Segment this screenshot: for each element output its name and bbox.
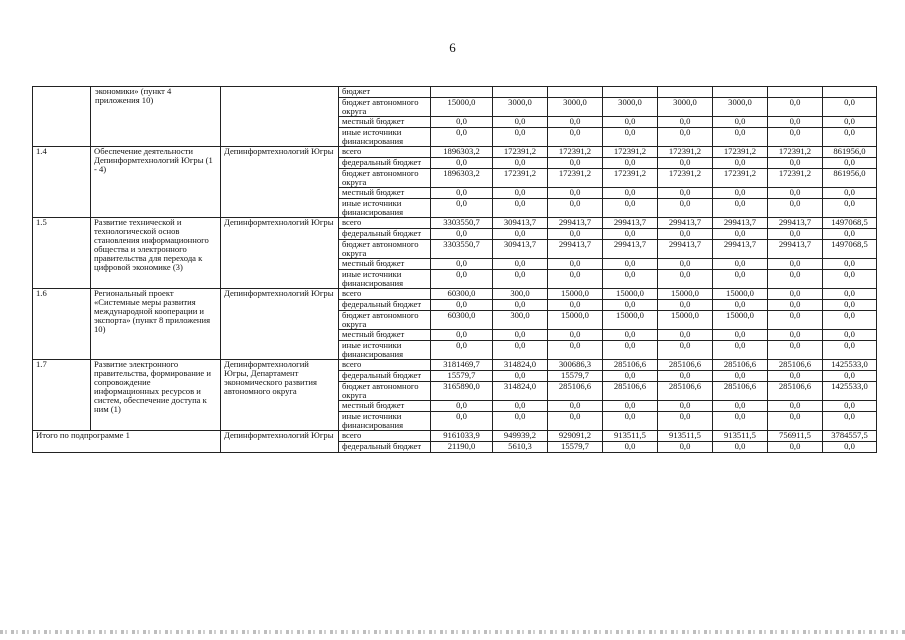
amount-cell: 0,0 bbox=[658, 442, 713, 453]
amount-cell: 0,0 bbox=[493, 117, 548, 128]
amount-cell: 1425533,0 bbox=[823, 382, 877, 401]
amount-cell: 0,0 bbox=[431, 199, 493, 218]
amount-cell bbox=[493, 87, 548, 98]
amount-cell: 15579,7 bbox=[548, 442, 603, 453]
amount-cell: 0,0 bbox=[548, 401, 603, 412]
funding-source: бюджет автономного округа bbox=[339, 98, 431, 117]
funding-source: бюджет автономного округа bbox=[339, 382, 431, 401]
amount-cell: 285106,6 bbox=[548, 382, 603, 401]
amount-cell: 21190,0 bbox=[431, 442, 493, 453]
amount-cell bbox=[658, 87, 713, 98]
amount-cell: 0,0 bbox=[603, 117, 658, 128]
amount-cell: 0,0 bbox=[713, 199, 768, 218]
amount-cell: 0,0 bbox=[823, 289, 877, 300]
amount-cell: 0,0 bbox=[823, 98, 877, 117]
amount-cell: 0,0 bbox=[768, 371, 823, 382]
amount-cell: 172391,2 bbox=[493, 169, 548, 188]
amount-cell: 0,0 bbox=[548, 300, 603, 311]
amount-cell: 0,0 bbox=[658, 229, 713, 240]
amount-cell: 0,0 bbox=[658, 117, 713, 128]
amount-cell: 5610,3 bbox=[493, 442, 548, 453]
amount-cell: 0,0 bbox=[603, 270, 658, 289]
amount-cell: 0,0 bbox=[768, 311, 823, 330]
amount-cell: 0,0 bbox=[603, 300, 658, 311]
amount-cell: 15000,0 bbox=[713, 311, 768, 330]
amount-cell: 0,0 bbox=[603, 330, 658, 341]
amount-cell: 0,0 bbox=[658, 199, 713, 218]
funding-source: местный бюджет bbox=[339, 330, 431, 341]
amount-cell: 172391,2 bbox=[768, 147, 823, 158]
amount-cell: 929091,2 bbox=[548, 431, 603, 442]
item-number: 1.4 bbox=[33, 147, 91, 218]
amount-cell: 0,0 bbox=[493, 341, 548, 360]
amount-cell: 0,0 bbox=[431, 341, 493, 360]
amount-cell: 285106,6 bbox=[713, 382, 768, 401]
amount-cell: 0,0 bbox=[493, 330, 548, 341]
amount-cell: 172391,2 bbox=[493, 147, 548, 158]
amount-cell: 949939,2 bbox=[493, 431, 548, 442]
amount-cell: 0,0 bbox=[768, 341, 823, 360]
amount-cell: 3784557,5 bbox=[823, 431, 877, 442]
amount-cell: 913511,5 bbox=[603, 431, 658, 442]
amount-cell: 0,0 bbox=[713, 412, 768, 431]
amount-cell: 0,0 bbox=[823, 229, 877, 240]
amount-cell: 0,0 bbox=[603, 341, 658, 360]
amount-cell: 9161033,9 bbox=[431, 431, 493, 442]
amount-cell bbox=[431, 87, 493, 98]
amount-cell: 0,0 bbox=[493, 229, 548, 240]
table-row bbox=[33, 431, 877, 442]
amount-cell: 0,0 bbox=[431, 300, 493, 311]
item-number: 1.5 bbox=[33, 218, 91, 289]
amount-cell: 0,0 bbox=[713, 188, 768, 199]
amount-cell: 0,0 bbox=[823, 199, 877, 218]
amount-cell: 299413,7 bbox=[768, 240, 823, 259]
amount-cell: 3000,0 bbox=[713, 98, 768, 117]
amount-cell bbox=[823, 87, 877, 98]
item-number: 1.7 bbox=[33, 360, 91, 431]
amount-cell: 0,0 bbox=[713, 128, 768, 147]
amount-cell: 172391,2 bbox=[548, 169, 603, 188]
amount-cell: 861956,0 bbox=[823, 147, 877, 158]
amount-cell: 0,0 bbox=[823, 117, 877, 128]
amount-cell: 285106,6 bbox=[768, 360, 823, 371]
amount-cell: 0,0 bbox=[768, 158, 823, 169]
table-row bbox=[33, 147, 877, 158]
item-number bbox=[33, 87, 91, 147]
amount-cell: 0,0 bbox=[768, 98, 823, 117]
funding-source: бюджет автономного округа bbox=[339, 311, 431, 330]
amount-cell: 0,0 bbox=[431, 259, 493, 270]
scan-artifact-line bbox=[0, 630, 905, 634]
amount-cell: 0,0 bbox=[548, 341, 603, 360]
amount-cell: 0,0 bbox=[658, 371, 713, 382]
amount-cell: 0,0 bbox=[548, 117, 603, 128]
funding-source: федеральный бюджет bbox=[339, 371, 431, 382]
amount-cell: 0,0 bbox=[658, 330, 713, 341]
amount-cell: 1896303,2 bbox=[431, 147, 493, 158]
amount-cell: 0,0 bbox=[823, 371, 877, 382]
executor: Депинформтехнологий Югры bbox=[221, 218, 339, 289]
amount-cell: 15579,7 bbox=[431, 371, 493, 382]
amount-cell: 0,0 bbox=[823, 128, 877, 147]
amount-cell: 0,0 bbox=[603, 371, 658, 382]
amount-cell: 0,0 bbox=[768, 259, 823, 270]
amount-cell: 0,0 bbox=[493, 158, 548, 169]
amount-cell: 0,0 bbox=[823, 311, 877, 330]
amount-cell: 0,0 bbox=[431, 229, 493, 240]
amount-cell: 0,0 bbox=[431, 270, 493, 289]
executor bbox=[221, 87, 339, 147]
amount-cell: 172391,2 bbox=[603, 147, 658, 158]
amount-cell: 756911,5 bbox=[768, 431, 823, 442]
funding-source: местный бюджет bbox=[339, 117, 431, 128]
amount-cell: 300,0 bbox=[493, 311, 548, 330]
budget-table bbox=[32, 86, 877, 453]
executor: Депинформтехнологий Югры bbox=[221, 289, 339, 360]
amount-cell: 1497068,5 bbox=[823, 240, 877, 259]
amount-cell: 0,0 bbox=[431, 128, 493, 147]
amount-cell: 0,0 bbox=[768, 117, 823, 128]
amount-cell: 0,0 bbox=[548, 158, 603, 169]
funding-source: иные источники финансирования bbox=[339, 341, 431, 360]
amount-cell: 3000,0 bbox=[658, 98, 713, 117]
amount-cell: 172391,2 bbox=[658, 147, 713, 158]
amount-cell: 299413,7 bbox=[603, 240, 658, 259]
table-row bbox=[33, 87, 877, 98]
amount-cell: 0,0 bbox=[603, 199, 658, 218]
funding-source: бюджет автономного округа bbox=[339, 169, 431, 188]
amount-cell: 309413,7 bbox=[493, 218, 548, 229]
amount-cell: 3000,0 bbox=[493, 98, 548, 117]
amount-cell: 0,0 bbox=[658, 401, 713, 412]
amount-cell: 0,0 bbox=[768, 128, 823, 147]
amount-cell: 0,0 bbox=[548, 199, 603, 218]
amount-cell: 0,0 bbox=[603, 229, 658, 240]
amount-cell bbox=[548, 87, 603, 98]
amount-cell: 0,0 bbox=[768, 300, 823, 311]
amount-cell: 172391,2 bbox=[658, 169, 713, 188]
measure-name: Региональный проект «Системные меры развития международной кооперации и экспорта» (пункт 8 приложения 10) bbox=[91, 289, 221, 360]
amount-cell: 0,0 bbox=[658, 270, 713, 289]
amount-cell: 861956,0 bbox=[823, 169, 877, 188]
amount-cell: 172391,2 bbox=[603, 169, 658, 188]
amount-cell: 0,0 bbox=[493, 412, 548, 431]
amount-cell: 0,0 bbox=[713, 229, 768, 240]
amount-cell: 0,0 bbox=[823, 330, 877, 341]
amount-cell bbox=[713, 87, 768, 98]
amount-cell: 0,0 bbox=[493, 401, 548, 412]
amount-cell: 0,0 bbox=[493, 199, 548, 218]
amount-cell: 0,0 bbox=[823, 442, 877, 453]
funding-source: всего bbox=[339, 218, 431, 229]
amount-cell: 15000,0 bbox=[548, 311, 603, 330]
amount-cell: 0,0 bbox=[603, 412, 658, 431]
amount-cell: 0,0 bbox=[493, 270, 548, 289]
amount-cell: 0,0 bbox=[768, 199, 823, 218]
funding-source: иные источники финансирования bbox=[339, 128, 431, 147]
amount-cell: 0,0 bbox=[768, 442, 823, 453]
amount-cell: 0,0 bbox=[823, 158, 877, 169]
table-body bbox=[33, 87, 877, 453]
amount-cell: 15579,7 bbox=[548, 371, 603, 382]
funding-source: всего bbox=[339, 289, 431, 300]
amount-cell: 0,0 bbox=[713, 300, 768, 311]
amount-cell: 285106,6 bbox=[603, 382, 658, 401]
amount-cell: 0,0 bbox=[713, 371, 768, 382]
amount-cell: 0,0 bbox=[431, 412, 493, 431]
amount-cell: 3181469,7 bbox=[431, 360, 493, 371]
subtotal-label: Итого по подпрограмме 1 bbox=[33, 431, 221, 453]
amount-cell: 0,0 bbox=[603, 158, 658, 169]
amount-cell: 299413,7 bbox=[658, 218, 713, 229]
amount-cell: 0,0 bbox=[713, 270, 768, 289]
amount-cell: 0,0 bbox=[548, 128, 603, 147]
amount-cell: 0,0 bbox=[493, 128, 548, 147]
amount-cell: 0,0 bbox=[768, 401, 823, 412]
amount-cell: 0,0 bbox=[823, 188, 877, 199]
amount-cell: 285106,6 bbox=[603, 360, 658, 371]
table-row bbox=[33, 289, 877, 300]
table-row bbox=[33, 360, 877, 371]
amount-cell bbox=[603, 87, 658, 98]
item-number: 1.6 bbox=[33, 289, 91, 360]
executor: Депинформтехнологий Югры bbox=[221, 431, 339, 453]
amount-cell: 0,0 bbox=[548, 188, 603, 199]
amount-cell: 0,0 bbox=[658, 128, 713, 147]
amount-cell: 60300,0 bbox=[431, 311, 493, 330]
funding-source: федеральный бюджет bbox=[339, 442, 431, 453]
amount-cell: 0,0 bbox=[768, 412, 823, 431]
amount-cell: 0,0 bbox=[713, 158, 768, 169]
amount-cell: 0,0 bbox=[431, 188, 493, 199]
funding-source: местный бюджет bbox=[339, 259, 431, 270]
funding-source: федеральный бюджет bbox=[339, 229, 431, 240]
amount-cell: 0,0 bbox=[431, 330, 493, 341]
amount-cell: 0,0 bbox=[548, 229, 603, 240]
executor: Депинформтехнологий Югры bbox=[221, 147, 339, 218]
amount-cell: 0,0 bbox=[548, 330, 603, 341]
amount-cell: 299413,7 bbox=[548, 240, 603, 259]
page-number: 6 bbox=[449, 40, 456, 55]
amount-cell: 172391,2 bbox=[713, 169, 768, 188]
amount-cell: 0,0 bbox=[768, 330, 823, 341]
funding-source: всего bbox=[339, 147, 431, 158]
funding-source: иные источники финансирования bbox=[339, 199, 431, 218]
amount-cell: 913511,5 bbox=[658, 431, 713, 442]
amount-cell: 0,0 bbox=[548, 259, 603, 270]
amount-cell: 0,0 bbox=[493, 259, 548, 270]
amount-cell: 0,0 bbox=[431, 117, 493, 128]
funding-source: всего bbox=[339, 360, 431, 371]
funding-source: местный бюджет bbox=[339, 401, 431, 412]
measure-name: Обеспечение деятельности Депинформтехнологий Югры (1 - 4) bbox=[91, 147, 221, 218]
amount-cell: 15000,0 bbox=[431, 98, 493, 117]
amount-cell: 0,0 bbox=[493, 188, 548, 199]
amount-cell bbox=[768, 87, 823, 98]
amount-cell: 0,0 bbox=[603, 128, 658, 147]
amount-cell: 0,0 bbox=[603, 442, 658, 453]
amount-cell: 0,0 bbox=[713, 401, 768, 412]
funding-source: федеральный бюджет bbox=[339, 158, 431, 169]
amount-cell: 1497068,5 bbox=[823, 218, 877, 229]
amount-cell: 0,0 bbox=[603, 188, 658, 199]
amount-cell: 0,0 bbox=[431, 401, 493, 412]
amount-cell: 285106,6 bbox=[658, 382, 713, 401]
amount-cell: 299413,7 bbox=[713, 240, 768, 259]
funding-source: иные источники финансирования bbox=[339, 270, 431, 289]
amount-cell: 285106,6 bbox=[768, 382, 823, 401]
amount-cell: 0,0 bbox=[493, 300, 548, 311]
amount-cell: 299413,7 bbox=[768, 218, 823, 229]
amount-cell: 60300,0 bbox=[431, 289, 493, 300]
funding-source: местный бюджет bbox=[339, 188, 431, 199]
amount-cell: 0,0 bbox=[603, 259, 658, 270]
funding-source: иные источники финансирования bbox=[339, 412, 431, 431]
amount-cell: 0,0 bbox=[713, 341, 768, 360]
amount-cell: 299413,7 bbox=[713, 218, 768, 229]
amount-cell: 15000,0 bbox=[658, 289, 713, 300]
amount-cell: 172391,2 bbox=[713, 147, 768, 158]
amount-cell: 299413,7 bbox=[548, 218, 603, 229]
amount-cell: 3165890,0 bbox=[431, 382, 493, 401]
amount-cell: 3000,0 bbox=[603, 98, 658, 117]
amount-cell: 0,0 bbox=[768, 289, 823, 300]
amount-cell: 0,0 bbox=[548, 270, 603, 289]
amount-cell: 15000,0 bbox=[603, 311, 658, 330]
amount-cell: 172391,2 bbox=[548, 147, 603, 158]
amount-cell: 0,0 bbox=[768, 270, 823, 289]
amount-cell: 314824,0 bbox=[493, 360, 548, 371]
amount-cell: 0,0 bbox=[658, 158, 713, 169]
amount-cell: 299413,7 bbox=[603, 218, 658, 229]
amount-cell: 0,0 bbox=[768, 188, 823, 199]
measure-name: Развитие электронного правительства, формирование и сопровождение информационных ресурсов и систем, обеспечение доступа к ним (1) bbox=[91, 360, 221, 431]
amount-cell: 0,0 bbox=[823, 401, 877, 412]
table-row bbox=[33, 218, 877, 229]
amount-cell: 0,0 bbox=[713, 330, 768, 341]
amount-cell: 3000,0 bbox=[548, 98, 603, 117]
amount-cell: 0,0 bbox=[548, 412, 603, 431]
amount-cell: 0,0 bbox=[823, 300, 877, 311]
amount-cell: 300686,3 bbox=[548, 360, 603, 371]
amount-cell: 300,0 bbox=[493, 289, 548, 300]
amount-cell: 0,0 bbox=[768, 229, 823, 240]
funding-source: бюджет bbox=[339, 87, 431, 98]
amount-cell: 0,0 bbox=[658, 341, 713, 360]
amount-cell: 15000,0 bbox=[658, 311, 713, 330]
executor: Депинформтехнологий Югры, Департамент экономического развития автономного округа bbox=[221, 360, 339, 431]
amount-cell: 1896303,2 bbox=[431, 169, 493, 188]
amount-cell: 15000,0 bbox=[713, 289, 768, 300]
amount-cell: 309413,7 bbox=[493, 240, 548, 259]
amount-cell: 1425533,0 bbox=[823, 360, 877, 371]
amount-cell: 0,0 bbox=[658, 412, 713, 431]
amount-cell: 314824,0 bbox=[493, 382, 548, 401]
amount-cell: 0,0 bbox=[658, 259, 713, 270]
amount-cell: 0,0 bbox=[658, 188, 713, 199]
amount-cell: 3303550,7 bbox=[431, 240, 493, 259]
funding-source: бюджет автономного округа bbox=[339, 240, 431, 259]
amount-cell: 0,0 bbox=[431, 158, 493, 169]
amount-cell: 0,0 bbox=[713, 259, 768, 270]
amount-cell: 285106,6 bbox=[658, 360, 713, 371]
amount-cell: 15000,0 bbox=[603, 289, 658, 300]
amount-cell: 0,0 bbox=[823, 412, 877, 431]
amount-cell: 172391,2 bbox=[768, 169, 823, 188]
amount-cell: 0,0 bbox=[823, 341, 877, 360]
amount-cell: 0,0 bbox=[823, 270, 877, 289]
amount-cell: 0,0 bbox=[658, 300, 713, 311]
amount-cell: 3303550,7 bbox=[431, 218, 493, 229]
funding-source: федеральный бюджет bbox=[339, 300, 431, 311]
amount-cell: 285106,6 bbox=[713, 360, 768, 371]
amount-cell: 15000,0 bbox=[548, 289, 603, 300]
amount-cell: 913511,5 bbox=[713, 431, 768, 442]
amount-cell: 0,0 bbox=[713, 442, 768, 453]
amount-cell: 0,0 bbox=[823, 259, 877, 270]
funding-source: всего bbox=[339, 431, 431, 442]
amount-cell: 0,0 bbox=[713, 117, 768, 128]
amount-cell: 0,0 bbox=[493, 371, 548, 382]
amount-cell: 299413,7 bbox=[658, 240, 713, 259]
amount-cell: 0,0 bbox=[603, 401, 658, 412]
measure-name: Развитие технической и технологической основ становления информационного общества и электронного правительства для перехода к цифровой экономике (3) bbox=[91, 218, 221, 289]
measure-name: экономики» (пункт 4 приложения 10) bbox=[91, 87, 221, 147]
